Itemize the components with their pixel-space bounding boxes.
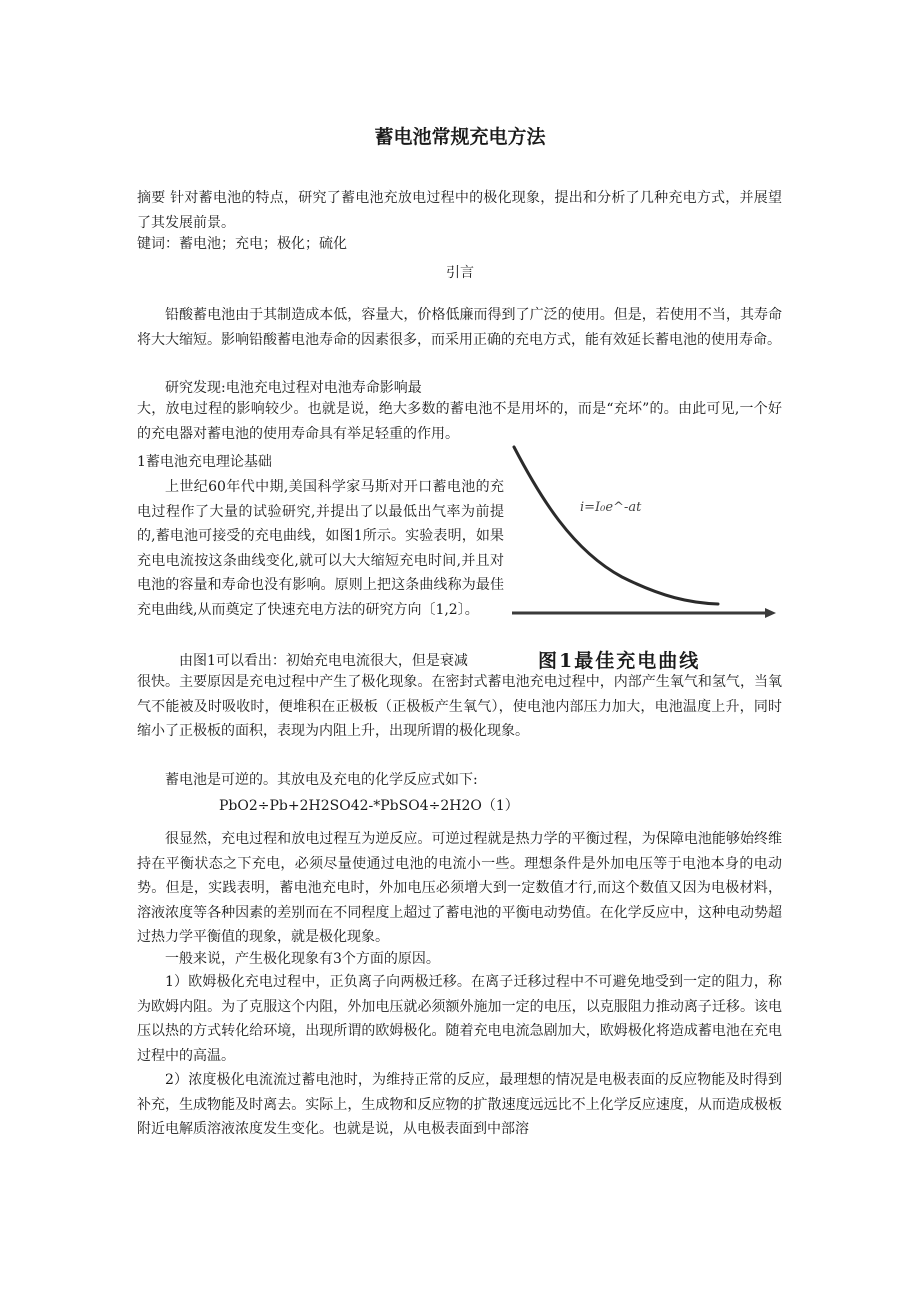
chemical-equation: PbO2÷Pb+2H2SO42-*PbSO4÷2H2O（1） <box>219 798 519 814</box>
charging-curve-figure <box>510 445 780 634</box>
intro-paragraph-1: 铅酸蓄电池由于其制造成本低，容量大，价格低廉而得到了广泛的使用。但是，若使用不当，其寿命将大大缩短。影响铅酸蓄电池寿命的因素很多，而采用正确的充电方式，能有效延长蓄电池的使用寿命。 <box>137 307 782 348</box>
intro-paragraph-2-first-line: 研究发现:电池充电过程对电池寿命影响最 <box>165 380 422 396</box>
reversible-reaction-sentence: 蓄电池是可逆的。其放电及充电的化学反应式如下: <box>165 772 478 788</box>
document-title: 蓄电池常规充电方法 <box>374 126 546 148</box>
intro-paragraph-2: 大，放电过程的影响较少。也就是说，绝大多数的蓄电池不是用坏的，而是“充坏”的。由此可见,一个好的充电器对蓄电池的使用寿命具有举足轻重的作用。 <box>137 401 782 442</box>
intro-heading: 引言 <box>446 265 474 281</box>
curve-formula-label: i=I₀e^-at <box>580 500 642 515</box>
section-1-heading: 1蓄电池充电理论基础 <box>137 454 272 470</box>
charging-curve-chart <box>510 445 780 630</box>
section-1-paragraph-3: 很显然，充电过程和放电过程互为逆反应。可逆过程就是热力学的平衡过程，为保障电池能够始终维持在平衡状态之下充电，必须尽量使通过电池的电流小一些。理想条件是外加电压等于电池本身的电动势。但是，实践表明，蓄电池充电时，外加电压必须增大到一定数值才行,而这个数值又因为电极材料，溶液浓度等各种因素的差别而在不同程度上超过了蓄电池的平衡电动势值。在化学反应中，这种电动势超过热力学平衡值的现象，就是极化现象。 <box>137 831 782 945</box>
section-1-paragraph-2: 很快。主要原因是充电过程中产生了极化现象。在密封式蓄电池充电过程中，内部产生氧气和氢气，当氧气不能被及时吸收时，便堆积在正极板（正极板产生氧气），使电池内部压力加大，电池温度上升，同时缩小了正极板的面积，表现为内阻上升，出现所谓的极化现象。 <box>137 674 782 739</box>
keywords-line: 键词：蓄电池；充电；极化；硫化 <box>137 236 347 252</box>
polarization-causes-intro: 一般来说，产生极化现象有3个方面的原因。 <box>165 951 440 967</box>
concentration-polarization-paragraph: 2）浓度极化电流流过蓄电池时，为维持正常的反应，最理想的情况是电极表面的反应物能及时得到补充，生成物能及时离去。实际上，生成物和反应物的扩散速度远远比不上化学反应速度，从而造成极板附近电解质溶液浓度发生变化。也就是说，从电极表面到中部溶 <box>137 1072 782 1137</box>
time-axis-arrow <box>765 608 776 618</box>
ohmic-polarization-paragraph: 1）欧姆极化充电过程中，正负离子向两极迁移。在离子迁移过程中不可避免地受到一定的阻力，称为欧姆内阻。为了克服这个内阻，外加电压就必须额外施加一定的电压，以克服阻力推动离子迁移。该电压以热的方式转化给环境，出现所谓的欧姆极化。随着充电电流急剧加大，欧姆极化将造成蓄电池在充电过程中的高温。 <box>137 974 782 1064</box>
figure-caption: 图1最佳充电曲线 <box>538 650 701 672</box>
optimal-charging-curve <box>514 447 718 604</box>
abstract-paragraph: 摘要 针对蓄电池的特点，研究了蓄电池充放电过程中的极化现象，提出和分析了几种充电方式，并展望了其发展前景。 <box>137 190 782 231</box>
section-1-paragraph-2-first-line: 由图1可以看出：初始充电电流很大，但是衰减 <box>179 653 468 669</box>
section-1-paragraph: 上世纪60年代中期,美国科学家马斯对开口蓄电池的充电过程作了大量的试验研究,并提出了以最低出气率为前提的,蓄电池可接受的充电曲线，如图1所示。实验表明，如果充电电流按这条曲线变化,就可以大大缩短充电时间,并且对电池的容量和寿命也没有影响。原则上把这条曲线称为最佳充电曲线,从而奠定了快速充电方法的研究方向〔1,2〕。 <box>137 479 504 618</box>
